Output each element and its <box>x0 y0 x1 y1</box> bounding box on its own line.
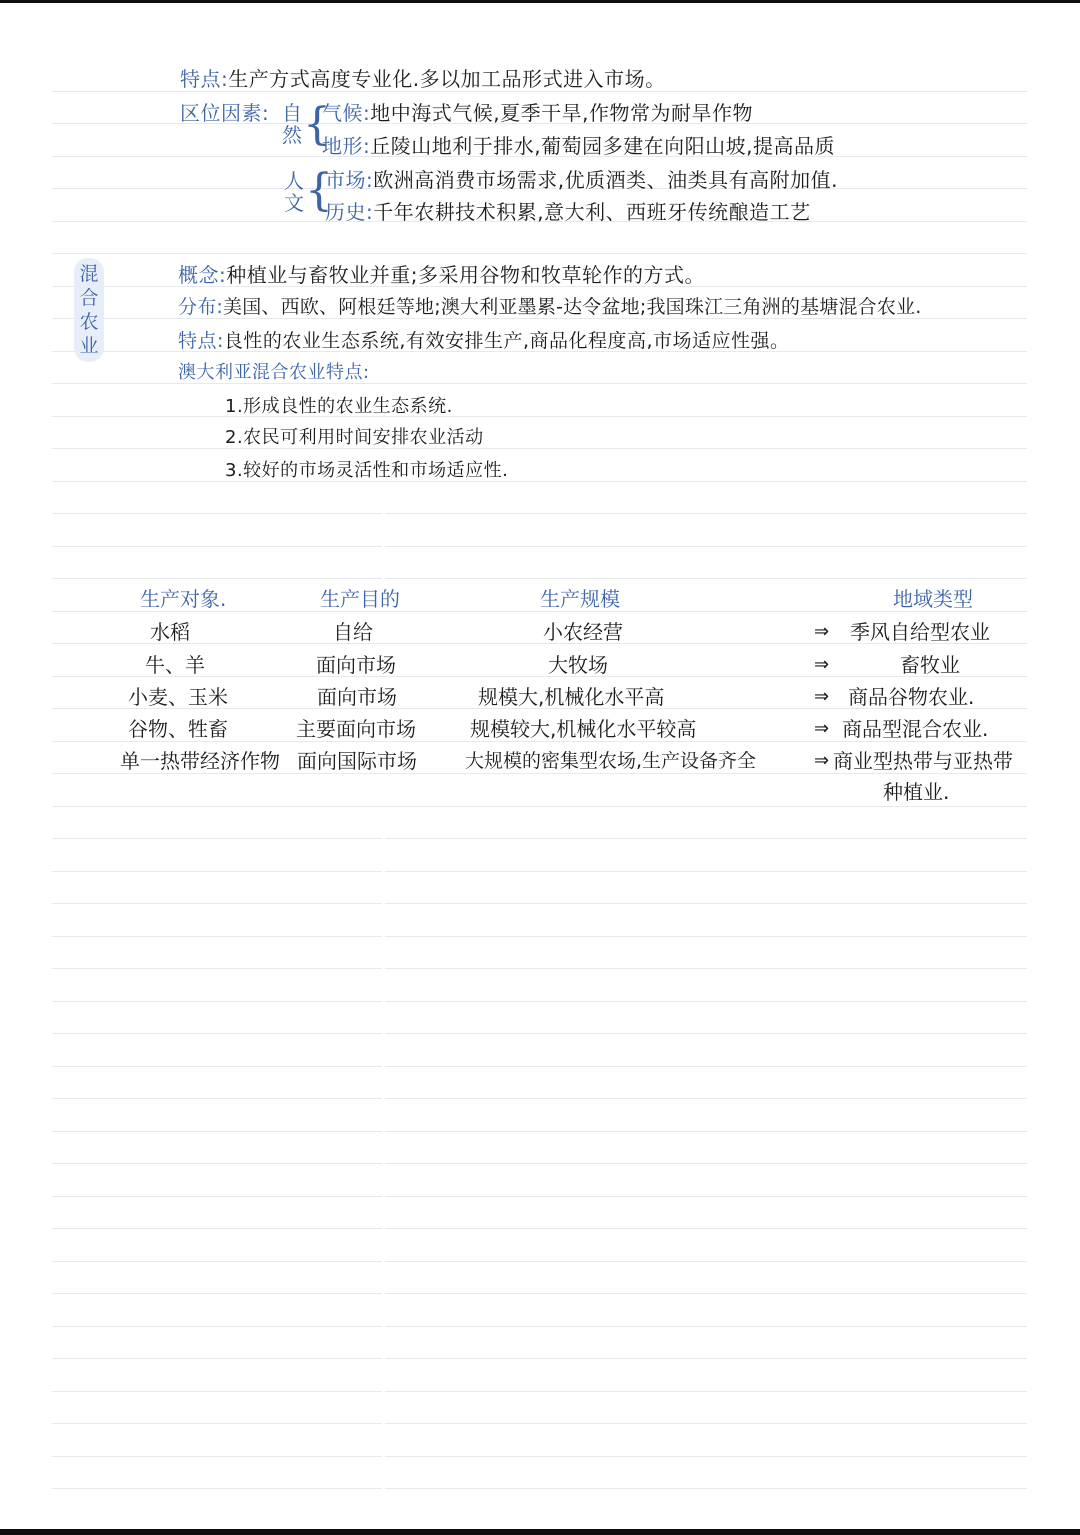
table-cell-purpose: 面向市场 <box>316 653 396 677</box>
table-header-production-object: 生产对象. <box>140 587 227 611</box>
climate-text: 地中海式气候,夏季干旱,作物常为耐旱作物 <box>370 101 753 125</box>
natural-brace: { <box>303 99 331 150</box>
table-header-region-type: 地域类型 <box>893 587 973 611</box>
concept-text: 种植业与畜牧业并重;多采用谷物和牧草轮作的方式。 <box>226 263 705 287</box>
ruled-line <box>52 871 1027 872</box>
ruled-line <box>52 936 1027 937</box>
terrain-text: 丘陵山地利于排水,葡萄园多建在向阳山坡,提高品质 <box>370 134 835 158</box>
market-line <box>325 167 838 193</box>
table-cell-scale: 小农经营 <box>543 620 623 644</box>
distribution-text: 美国、西欧、阿根廷等地;澳大利亚墨累-达令盆地;我国珠江三角洲的基塘混合农业. <box>223 296 922 318</box>
ruled-line <box>52 1033 1027 1034</box>
history-label: 历史: <box>325 200 374 224</box>
ruled-line <box>52 253 1027 254</box>
ruled-line <box>52 838 1027 839</box>
history-text: 千年农耕技术积累,意大利、西班牙传统酿造工艺 <box>373 200 811 224</box>
arrow-icon: ⇒ <box>814 654 830 675</box>
table-cell-region: 畜牧业 <box>900 653 960 677</box>
table-cell-region: 商品型混合农业. <box>842 717 989 741</box>
ruled-line <box>52 1228 1027 1229</box>
ruled-line <box>52 1001 1027 1002</box>
ruled-line <box>52 1488 1027 1489</box>
terrain-line <box>322 133 835 159</box>
arrow-icon: ⇒ <box>814 686 830 707</box>
arrow-icon: ⇒ <box>814 621 830 642</box>
features-label: 特点: <box>180 67 229 91</box>
table-cell-scale: 规模大,机械化水平高 <box>478 685 665 709</box>
australia-title: 澳大利亚混合农业特点: <box>178 362 370 383</box>
table-cell-region: 季风自给型农业 <box>850 620 990 644</box>
arrow-icon: ⇒ <box>814 718 830 739</box>
ruled-line <box>52 1261 1027 1262</box>
ruled-line <box>52 1456 1027 1457</box>
table-cell-object: 牛、羊 <box>145 653 205 677</box>
table-cell-region-continued: 种植业. <box>883 780 950 804</box>
history-line <box>325 199 811 225</box>
table-cell-region: 商业型热带与亚热带 <box>833 749 1013 773</box>
ruled-line <box>52 448 1027 449</box>
table-cell-purpose: 面向市场 <box>317 685 397 709</box>
features-text: 生产方式高度专业化.多以加工品形式进入市场。 <box>228 67 666 91</box>
ruled-line <box>52 481 1027 482</box>
ruled-line <box>52 1391 1027 1392</box>
features-line <box>180 66 666 92</box>
table-header-production-purpose: 生产目的 <box>320 587 400 611</box>
ruled-line <box>52 578 1027 579</box>
climate-line <box>322 100 753 126</box>
section-tag-mixed-farming: 混合农业 <box>79 263 99 357</box>
australia-point-2: 2.农民可利用时间安排农业活动 <box>225 427 484 448</box>
natural-label: 自然 <box>282 101 302 147</box>
location-factors-label: 区位因素: <box>180 101 270 125</box>
table-cell-purpose: 主要面向市场 <box>296 717 416 741</box>
concept-label: 概念: <box>178 263 227 287</box>
ruled-line <box>52 1131 1027 1132</box>
table-cell-region: 商品谷物农业. <box>848 685 975 709</box>
mixed-features-text: 良性的农业生态系统,有效安排生产,商品化程度高,市场适应性强。 <box>223 330 790 352</box>
table-cell-scale: 大牧场 <box>548 653 608 677</box>
human-label: 人文 <box>284 169 304 215</box>
mixed-features-line <box>178 328 790 354</box>
distribution-label: 分布: <box>178 296 224 318</box>
table-cell-purpose: 自给 <box>333 620 373 644</box>
distribution-line <box>178 294 922 320</box>
ruled-line <box>52 1066 1027 1067</box>
ruled-line <box>52 1423 1027 1424</box>
ruled-line <box>52 546 1027 547</box>
mixed-features-label: 特点: <box>178 330 224 352</box>
australia-point-3: 3.较好的市场灵活性和市场适应性. <box>225 460 509 481</box>
human-brace: { <box>305 165 333 216</box>
concept-line <box>178 262 705 288</box>
terrain-label: 地形: <box>322 134 371 158</box>
market-label: 市场: <box>325 168 374 192</box>
australia-point-1: 1.形成良性的农业生态系统. <box>225 396 453 417</box>
ruled-line <box>52 903 1027 904</box>
table-cell-object: 小麦、玉米 <box>128 685 228 709</box>
ruled-line <box>52 1196 1027 1197</box>
ruled-line <box>52 1163 1027 1164</box>
ruled-line <box>52 513 1027 514</box>
table-cell-object: 谷物、牲畜 <box>128 717 228 741</box>
ruled-line <box>52 1293 1027 1294</box>
table-cell-object: 单一热带经济作物 <box>120 749 280 773</box>
ruled-line <box>52 1326 1027 1327</box>
ruled-line <box>52 806 1027 807</box>
table-cell-scale: 大规模的密集型农场,生产设备齐全 <box>465 750 757 772</box>
table-cell-scale: 规模较大,机械化水平较高 <box>470 717 697 741</box>
market-text: 欧洲高消费市场需求,优质酒类、油类具有高附加值. <box>373 168 838 192</box>
ruled-line <box>52 1098 1027 1099</box>
ruled-line <box>52 968 1027 969</box>
ruled-line <box>52 416 1027 417</box>
ruled-line <box>52 1358 1027 1359</box>
climate-label: 气候: <box>322 101 371 125</box>
table-cell-object: 水稻 <box>150 620 190 644</box>
table-cell-purpose: 面向国际市场 <box>297 749 417 773</box>
arrow-icon: ⇒ <box>814 750 830 771</box>
table-header-production-scale: 生产规模 <box>540 587 620 611</box>
